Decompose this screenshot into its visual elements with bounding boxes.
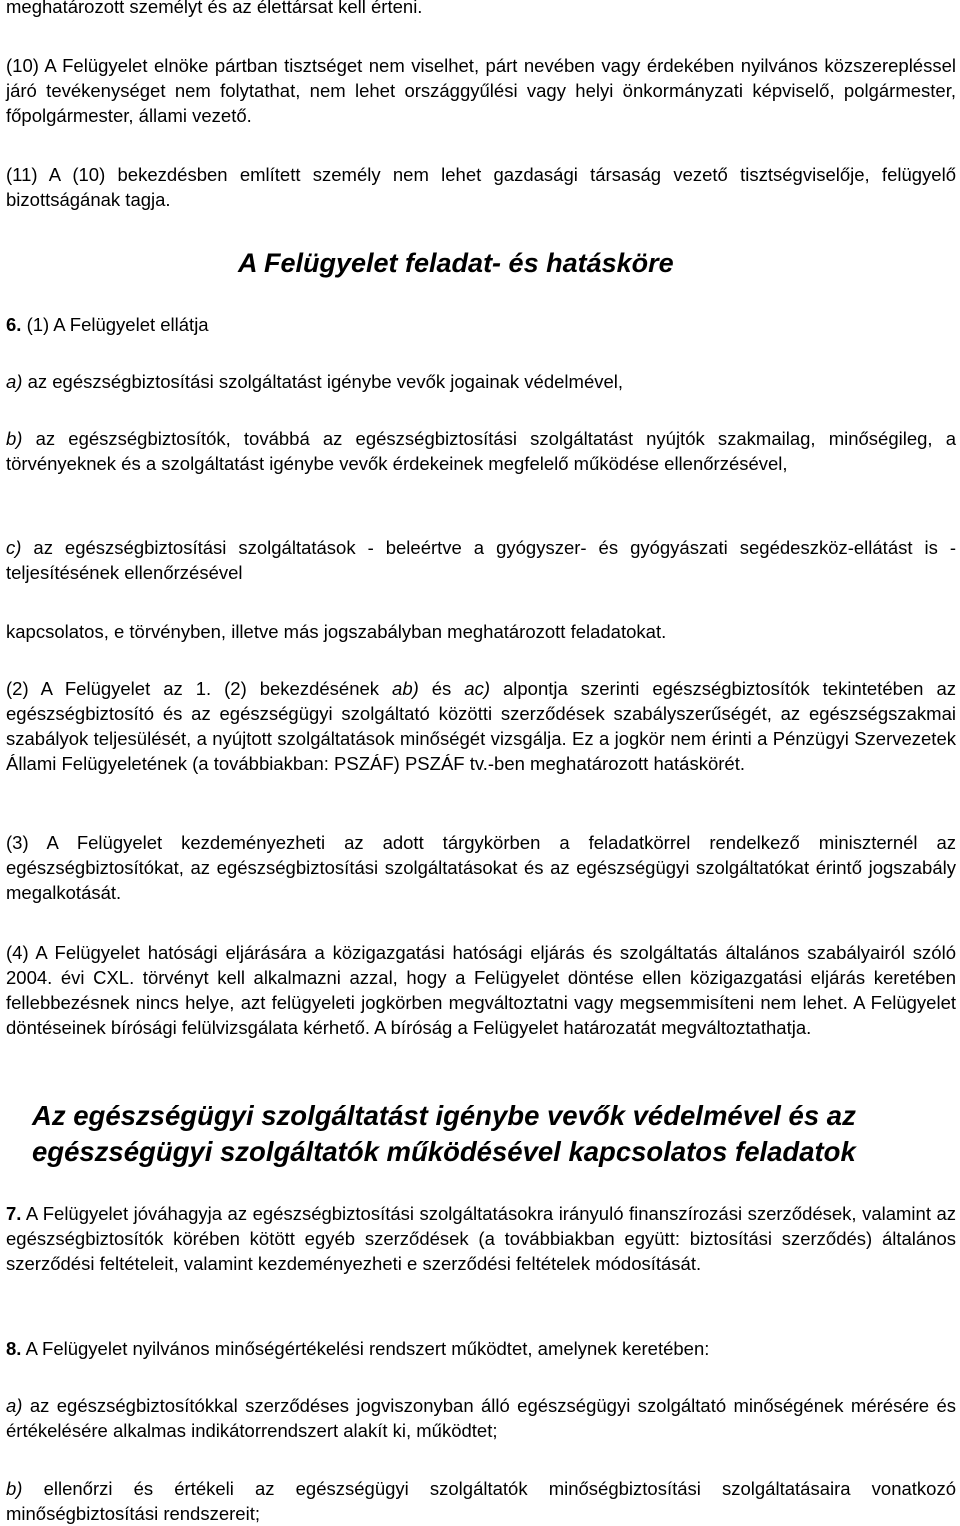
item-c bbox=[6, 535, 956, 585]
section-6-intro bbox=[6, 312, 956, 337]
section-number: 7. bbox=[6, 1203, 22, 1224]
paragraph-2 bbox=[6, 676, 956, 776]
item-letter: a) bbox=[6, 1395, 23, 1416]
item-a bbox=[6, 369, 956, 394]
section-7-text: A Felügyelet jóváhagyja az egészségbiztosítási szolgáltatásokra irányuló finanszírozási szerződések, valamint az egészségbiztosítók körében kötött egyéb szerződések (a továbbiakban együtt: biztosítási szerződés) általános szerződési feltételeit, valamint kezdeményezheti e szerződési feltételek módosítását. bbox=[6, 1203, 956, 1274]
item-text: ellenőrzi és értékeli az egészségügyi szolgáltatók minőségbiztosítási szolgáltatásaira vonatkozó minőségbiztosítási rendszereit; bbox=[6, 1478, 956, 1524]
item-b bbox=[6, 426, 956, 476]
item-8a bbox=[6, 1393, 956, 1443]
section-8 bbox=[6, 1336, 956, 1361]
item-letter: c) bbox=[6, 537, 22, 558]
item-letter: b) bbox=[6, 1478, 23, 1499]
paragraph-3: (3) A Felügyelet kezdeményezheti az adott tárgykörben a feladatkörrel rendelkező miniszternél az egészségbiztosítókat, az egészségbiztosítási szolgáltatásokat és az egészségügyi szolgáltatókat érintő jogszabály megalkotását. bbox=[6, 832, 956, 903]
paragraph-2-and: és bbox=[418, 678, 465, 699]
item-text: az egészségbiztosítók, továbbá az egészségbiztosítási szolgáltatást nyújtók szakmailag, minőségileg, a törvényeknek és a szolgáltatást igénybe vevők érdekeinek megfelelő működése ellenőrzésével, bbox=[6, 428, 956, 474]
item-text: az egészségbiztosítási szolgáltatások - beleértve a gyógyszer- és gyógyászati segédeszköz-ellátást is - teljesítésének ellenőrzésével bbox=[6, 537, 956, 583]
paragraph-2-start: (2) A Felügyelet az 1. bbox=[6, 678, 212, 699]
chapter-heading-line: Az egészségügyi szolgáltatást igénybe vevők védelmével és az bbox=[32, 1100, 856, 1131]
section-6-intro-text: (1) A Felügyelet ellátja bbox=[26, 314, 209, 335]
subpoint-ac: ac) bbox=[464, 678, 490, 699]
section-heading: A Felügyelet feladat- és hatásköre bbox=[238, 248, 674, 278]
section-7 bbox=[6, 1201, 956, 1276]
paragraph-2-rest: alpontja szerinti egészségbiztosítók tekintetében az egészségbiztosító és az egészségügyi szolgáltató közötti szerződések szabályszerűségét, az egészségszakmai szabályok teljesülését, a nyújtott szolgáltatások minőségét vizsgálja. Ez a jogkör nem érinti a Pénzügyi Szervezetek Állami Felügyeletének (a továbbiakban: PSZÁF) PSZÁF tv.-ben meghatározott hatáskörét. bbox=[6, 678, 956, 774]
item-text: az egészségbiztosítási szolgáltatást igénybe vevők jogainak védelmével, bbox=[22, 371, 624, 392]
text-line-top: meghatározott személyt és az élettársat kell érteni. bbox=[6, 0, 423, 17]
paragraph-10: (10) A Felügyelet elnöke pártban tisztséget nem viselhet, párt nevében vagy érdekében nyilvános közszerepléssel járó tevékenységet nem folytathat, nem lehet országgyűlési vagy helyi önkormányzati képviselő, polgármester, főpolgármester, állami vezető. bbox=[6, 55, 956, 126]
item-8b bbox=[6, 1476, 956, 1526]
paragraph-11: (11) A (10) bekezdésben említett személy nem lehet gazdasági társaság vezető tisztségviselője, felügyelő bizottságának tagja. bbox=[6, 164, 956, 210]
section-number: 6. bbox=[6, 314, 22, 335]
item-text: az egészségbiztosítókkal szerződéses jogviszonyban álló egészségügyi szolgáltató minőségének mérésére és értékelésére alkalmas indikátorrendszert alakít ki, működtet; bbox=[6, 1395, 956, 1441]
paragraph-4: (4) A Felügyelet hatósági eljárására a közigazgatási hatósági eljárás és szolgáltatás általános szabályairól szóló 2004. évi CXL. törvényt kell alkalmazni azzal, hogy a Felügyelet döntése ellen közigazgatási eljárás keretében fellebbezésnek nincs helye, azt felügyeleti jogkörben megváltoztatni vagy megsemmisíteni nem lehet. A Felügyelet döntéseinek bírósági felülvizsgálata kérhető. A bíróság a Felügyelet határozatát megváltoztathatja. bbox=[6, 942, 956, 1038]
section-number: 8. bbox=[6, 1338, 22, 1359]
subpoint-ab: ab) bbox=[392, 678, 419, 699]
item-letter: b) bbox=[6, 428, 23, 449]
chapter-heading bbox=[32, 1098, 952, 1170]
paragraph-2-text: (2) bekezdésének bbox=[224, 678, 393, 699]
item-letter: a) bbox=[6, 371, 23, 392]
chapter-heading-line: egészségügyi szolgáltatók működésével kapcsolatos feladatok bbox=[32, 1136, 856, 1167]
section-8-text: A Felügyelet nyilvános minőségértékelési rendszert működtet, amelynek keretében: bbox=[25, 1338, 710, 1359]
paragraph-kapcsolatos: kapcsolatos, e törvényben, illetve más jogszabályban meghatározott feladatokat. bbox=[6, 621, 667, 642]
